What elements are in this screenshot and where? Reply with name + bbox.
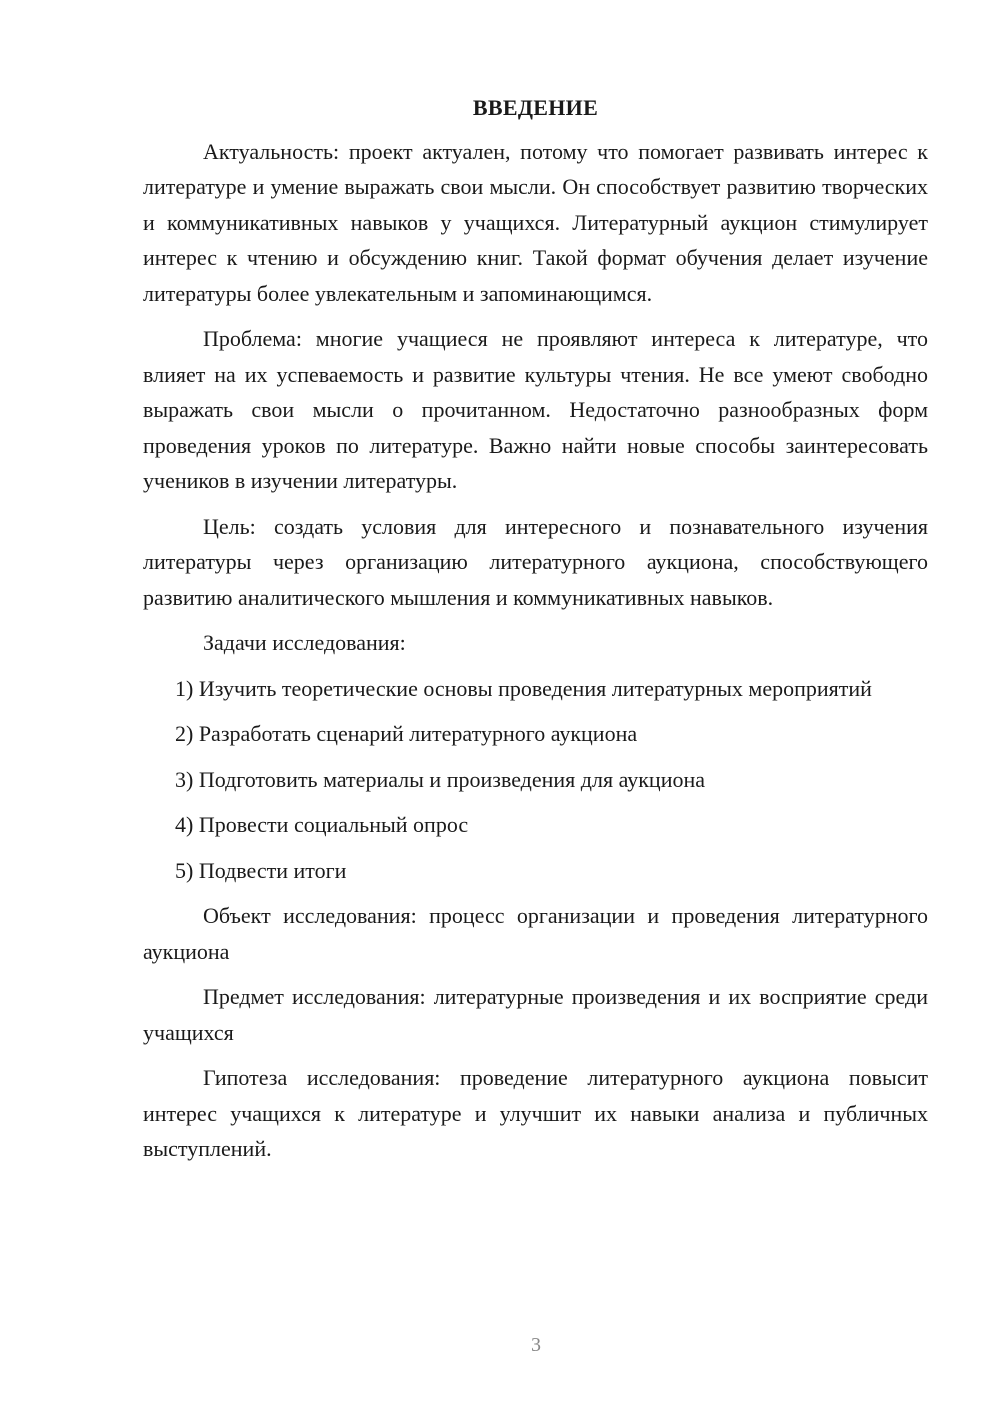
problem-paragraph: Проблема: многие учащиеся не проявляют интереса к литературе, что влияет на их успеваемость и развитие культуры чтения. Не все умеют свободно выражать свои мысли о прочитанном. Недостаточно разнообразных форм проведения уроков по литературе. Важно найти новые способы заинтересовать учеников в изучении литературы. (143, 326, 928, 493)
object-paragraph: Объект исследования: процесс организации и проведения литературного аукциона (143, 903, 928, 964)
hypothesis-paragraph: Гипотеза исследования: проведение литературного аукциона повысит интерес учащихся к литературе и улучшит их навыки анализа и публичных выступлений. (143, 1065, 928, 1161)
page-number: 3 (531, 1334, 541, 1356)
relevance-paragraph: Актуальность: проект актуален, потому что помогает развивать интерес к литературе и умение выражать свои мысли. Он способствует развитию творческих и коммуникативных навыков у учащихся. Литературный аукцион стимулирует интерес к чтению и обсуждению книг. Такой формат обучения делает изучение литературы более увлекательным и запоминающимся. (143, 138, 928, 306)
task-item-1: 1) Изучить теоретические основы проведения литературных мероприятий (175, 675, 872, 701)
task-item-5: 5) Подвести итоги (175, 857, 347, 883)
task-item-3: 3) Подготовить материалы и произведения для аукциона (175, 766, 706, 792)
tasks-heading: Задачи исследования: (203, 630, 406, 655)
section-title: ВВЕДЕНИЕ (472, 95, 599, 120)
goal-paragraph: Цель: создать условия для интересного и познавательного изучения литературы через организацию литературного аукциона, способствующего развитию аналитического мышления и коммуникативных навыков. (143, 513, 928, 610)
task-item-4: 4) Провести социальный опрос (175, 812, 469, 837)
task-item-2: 2) Разработать сценарий литературного аукциона (175, 721, 638, 746)
page-content (143, 90, 928, 1177)
subject-paragraph: Предмет исследования: литературные произведения и их восприятие среди учащихся (143, 984, 928, 1045)
